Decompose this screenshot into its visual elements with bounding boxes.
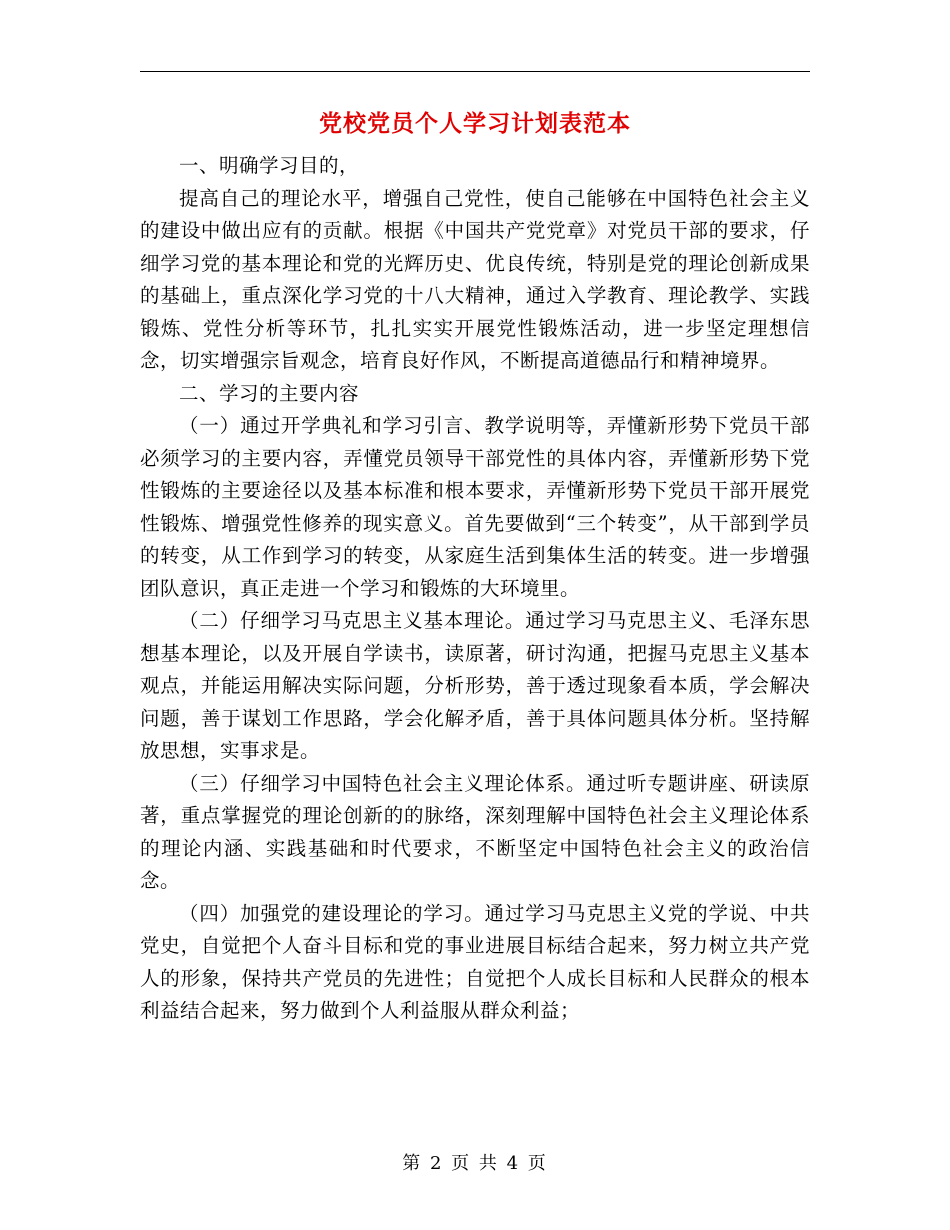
- paragraph-item-3: （三）仔细学习中国特色社会主义理论体系。通过听专题讲座、研读原著，重点掌握党的理论创新的的脉络，深刻理解中国特色社会主义理论体系的理论内涵、实践基础和时代要求，不断坚定中国特色社会主义的政治信念。: [140, 771, 810, 892]
- page-footer: 第 2 页 共 4 页: [402, 1153, 548, 1174]
- section-heading-2: 二、学习的主要内容: [179, 381, 360, 405]
- header-rule: [140, 71, 810, 72]
- paragraph-item-2: （二）仔细学习马克思主义基本理论。通过学习马克思主义、毛泽东思想基本理论，以及开展自学读书，读原著，研讨沟通，把握马克思主义基本观点，并能运用解决实际问题，分析形势，善于透过现象看本质，学会解决问题，善于谋划工作思路，学会化解矛盾，善于具体问题具体分析。坚持解放思想，实事求是。: [140, 609, 810, 762]
- section-heading-1: 一、明确学习目的，: [179, 154, 360, 177]
- document-title: 党校党员个人学习计划表范本: [319, 111, 631, 137]
- paragraph-item-4: （四）加强党的建设理论的学习。通过学习马克思主义党的学说、中共党史，自觉把个人奋斗目标和党的事业进展目标结合起来，努力树立共产党人的形象，保持共产党员的先进性；自觉把个人成长目标和人民群众的根本利益结合起来，努力做到个人利益服从群众利益；: [140, 901, 810, 1022]
- paragraph-item-1: （一）通过开学典礼和学习引言、教学说明等，弄懂新形势下党员干部必须学习的主要内容，弄懂党员领导干部党性的具体内容，弄懂新形势下党性锻炼的主要途径以及基本标准和根本要求，弄懂新形势下党员干部开展党性锻炼、增强党性修养的现实意义。首先要做到“三个转变”，从干部到学员的转变，从工作到学习的转变，从家庭生活到集体生活的转变。进一步增强团队意识，真正走进一个学习和锻炼的大环境里。: [140, 414, 810, 600]
- paragraph-purpose: 提高自己的理论水平，增强自己党性，使自己能够在中国特色社会主义的建设中做出应有的贡献。根据《中国共产党党章》对党员干部的要求，仔细学习党的基本理论和党的光辉历史、优良传统，特别是党的理论创新成果的基础上，重点深化学习党的十八大精神，通过入学教育、理论教学、实践锻炼、党性分析等环节，扎扎实实开展党性锻炼活动，进一步坚定理想信念，切实增强宗旨观念，培育良好作风，不断提高道德品行和精神境界。: [140, 186, 810, 372]
- document-body: [140, 150, 810, 1028]
